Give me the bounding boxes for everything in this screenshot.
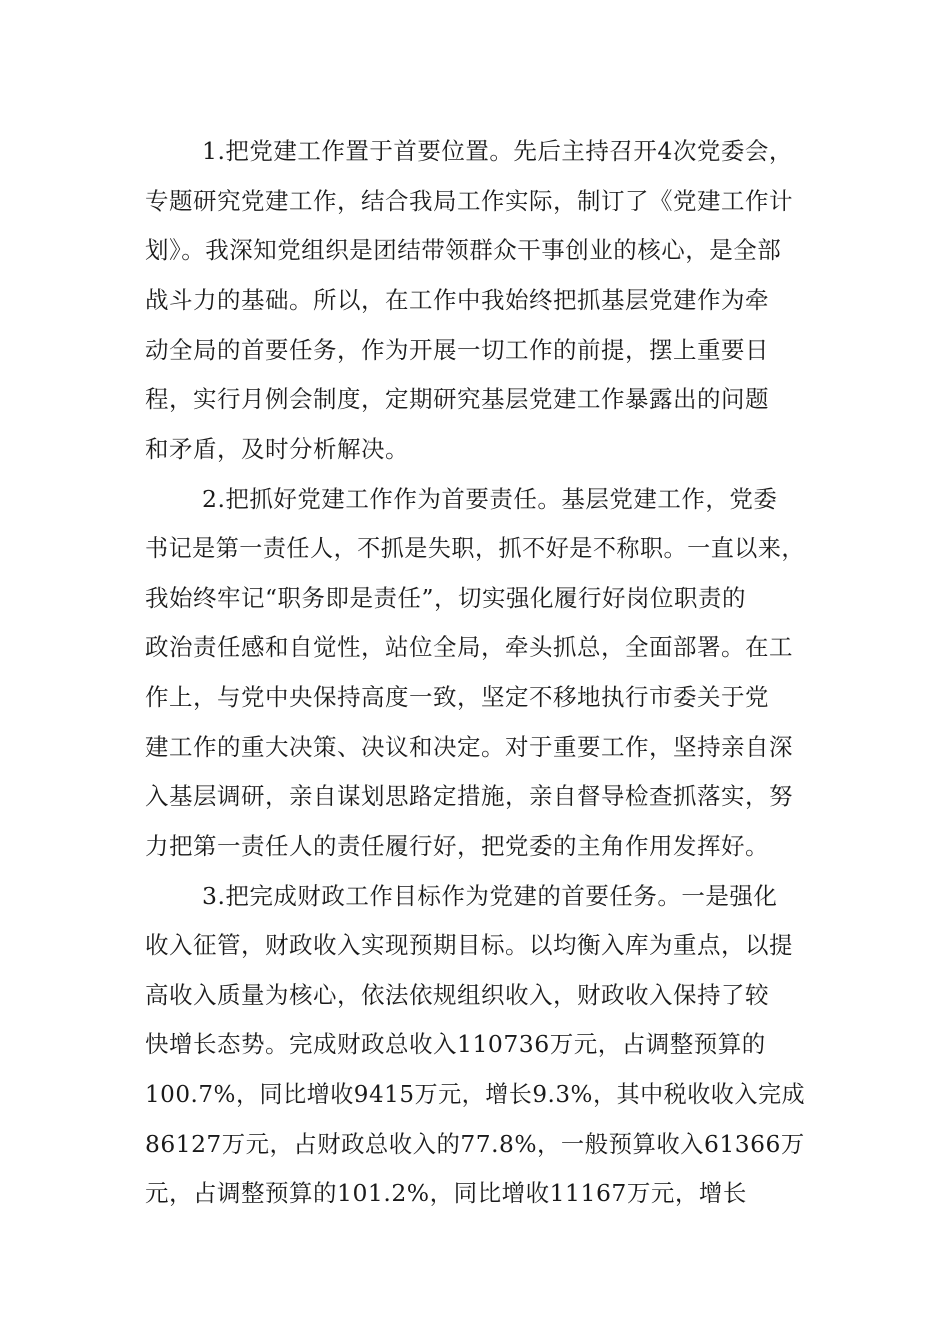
- paragraph-1-line-5: 动全局的首要任务，作为开展一切工作的前提，摆上重要日: [145, 336, 769, 364]
- paragraph-3-line-3: 高收入质量为核心，依法依规组织收入，财政收入保持了较: [145, 981, 769, 1009]
- paragraph-2-line-7: 入基层调研，亲自谋划思路定措施，亲自督导检查抓落实，努: [145, 782, 793, 810]
- paragraph-2-line-3: 我始终牢记“职务即是责任”，切实强化履行好岗位职责的: [145, 584, 747, 612]
- paragraph-2-line-8: 力把第一责任人的责任履行好，把党委的主角作用发挥好。: [145, 832, 769, 860]
- paragraph-2-line-4: 政治责任感和自觉性，站位全局，牵头抓总，全面部署。在工: [145, 633, 793, 661]
- paragraph-3-line-6: 86127万元，占财政总收入的77.8%，一般预算收入61366万: [145, 1130, 805, 1158]
- paragraph-3-line-4: 快增长态势。完成财政总收入110736万元，占调整预算的: [145, 1030, 766, 1058]
- paragraph-3-line-1: 3.把完成财政工作目标作为党建的首要任务。一是强化: [202, 882, 778, 910]
- paragraph-3-line-5: 100.7%，同比增收9415万元，增长9.3%，其中税收收入完成: [145, 1080, 806, 1108]
- paragraph-1-line-4: 战斗力的基础。所以，在工作中我始终把抓基层党建作为牵: [145, 286, 769, 314]
- paragraph-3-line-2: 收入征管，财政收入实现预期目标。以均衡入库为重点，以提: [145, 931, 793, 959]
- paragraph-1-line-3: 划》。我深知党组织是团结带领群众干事创业的核心，是全部: [145, 236, 782, 264]
- paragraph-2-line-1: 2.把抓好党建工作作为首要责任。基层党建工作，党委: [202, 485, 778, 513]
- paragraph-1-line-1: 1.把党建工作置于首要位置。先后主持召开4次党委会，: [202, 137, 793, 165]
- paragraph-1-line-6: 程，实行月例会制度，定期研究基层党建工作暴露出的问题: [145, 385, 769, 413]
- paragraph-3-line-7: 元，占调整预算的101.2%，同比增收11167万元，增长: [145, 1179, 747, 1207]
- paragraph-1-line-2: 专题研究党建工作，结合我局工作实际，制订了《党建工作计: [145, 187, 793, 215]
- paragraph-2-line-2: 书记是第一责任人，不抓是失职，抓不好是不称职。一直以来，: [145, 534, 805, 562]
- paragraph-2-line-6: 建工作的重大决策、决议和决定。对于重要工作，坚持亲自深: [145, 733, 793, 761]
- paragraph-2-line-5: 作上，与党中央保持高度一致，坚定不移地执行市委关于党: [145, 683, 769, 711]
- paragraph-1-line-7: 和矛盾，及时分析解决。: [145, 435, 409, 463]
